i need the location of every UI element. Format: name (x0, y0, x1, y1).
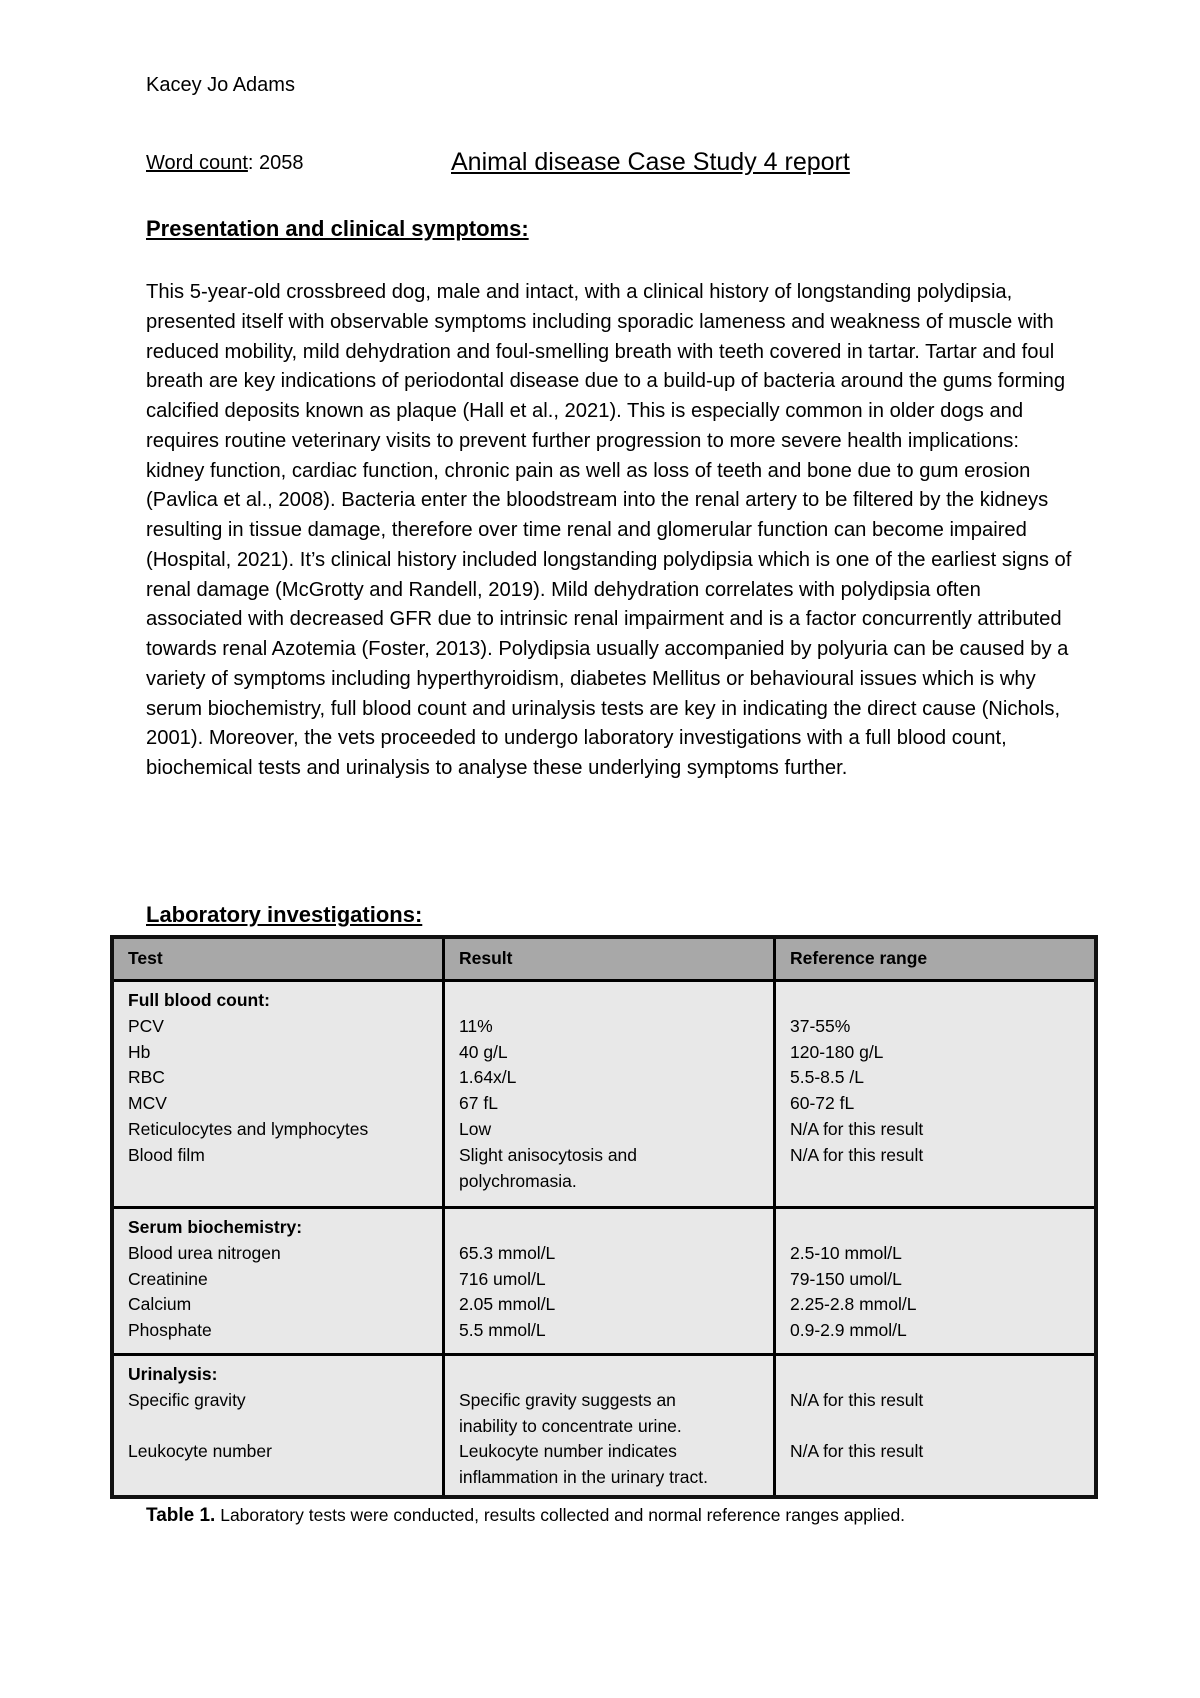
word-count-label: Word count (146, 152, 248, 174)
test-result: 67 fL (459, 1093, 498, 1114)
test-result: 5.5 mmol/L (459, 1320, 546, 1341)
reference-range: N/A for this result (790, 1389, 924, 1410)
reference-range: 79-150 umol/L (790, 1268, 902, 1289)
table-caption (146, 1505, 905, 1527)
word-count-value: : 2058 (247, 152, 304, 174)
word-count (146, 152, 304, 175)
urinalysis-results-cell (445, 1356, 773, 1495)
table-caption-label: Table 1. (146, 1505, 216, 1526)
urinalysis-tests-cell (114, 1356, 442, 1495)
report-title: Animal disease Case Study 4 report (451, 148, 850, 176)
presentation-heading: Presentation and clinical symptoms: (146, 216, 529, 241)
test-name: Blood film (128, 1144, 205, 1165)
fbc-tests-cell (114, 982, 442, 1206)
table-caption-text: Laboratory tests were conducted, results collected and normal reference ranges applied. (215, 1505, 906, 1525)
urinalysis-ranges-cell (776, 1356, 1094, 1495)
test-name: Reticulocytes and lymphocytes (128, 1118, 369, 1139)
test-result: 40 g/L (459, 1041, 508, 1062)
test-name: Calcium (128, 1294, 192, 1315)
urinalysis-section-label: Urinalysis: (128, 1364, 218, 1384)
fbc-results-cell (445, 982, 773, 1206)
serum-tests-cell (114, 1209, 442, 1353)
test-name: Leukocyte number (128, 1441, 272, 1462)
test-result: polychromasia. (459, 1170, 577, 1191)
test-name: RBC (128, 1067, 165, 1088)
reference-range: N/A for this result (790, 1441, 924, 1462)
test-result: inflammation in the urinary tract. (459, 1467, 708, 1488)
test-result: inability to concentrate urine. (459, 1415, 682, 1436)
reference-range: 2.5-10 mmol/L (790, 1242, 902, 1263)
reference-range: 5.5-8.5 /L (790, 1067, 864, 1088)
test-result: 1.64x/L (459, 1067, 517, 1088)
test-result: Specific gravity suggests an (459, 1389, 676, 1410)
test-result: 716 umol/L (459, 1268, 546, 1289)
column-header-result: Result (445, 939, 773, 979)
lab-results-table (110, 935, 1098, 1499)
test-result: 11% (459, 1015, 493, 1036)
column-header-test: Test (114, 939, 442, 979)
reference-range: 2.25-2.8 mmol/L (790, 1294, 917, 1315)
test-name: PCV (128, 1015, 164, 1036)
serum-section-label: Serum biochemistry: (128, 1217, 303, 1237)
test-result: 65.3 mmol/L (459, 1242, 556, 1263)
fbc-ranges-cell (776, 982, 1094, 1206)
reference-range: N/A for this result (790, 1144, 924, 1165)
test-name: Blood urea nitrogen (128, 1242, 281, 1263)
serum-ranges-cell (776, 1209, 1094, 1353)
column-header-reference: Reference range (776, 939, 1094, 979)
test-result: Leukocyte number indicates (459, 1441, 677, 1462)
reference-range: 0.9-2.9 mmol/L (790, 1320, 907, 1341)
fbc-section-label: Full blood count: (128, 990, 270, 1010)
reference-range: N/A for this result (790, 1118, 924, 1139)
reference-range: 37-55% (790, 1015, 851, 1036)
reference-range: 60-72 fL (790, 1093, 855, 1114)
presentation-paragraph: This 5-year-old crossbreed dog, male and intact, with a clinical history of longstanding polydipsia, presented itself with observable symptoms including sporadic lameness and weakness of muscle with reduced mobility, mild dehydration and foul-smelling breath with teeth covered in tartar. Tartar and foul breath are key indications of periodontal disease due to a build-up of bacteria around the gums forming calcified deposits known as plaque (Hall et al., 2021). This is especially common in older dogs and requires routine veterinary visits to prevent further progression to more severe health implications: kidney function, cardiac function, chronic pain as well as loss of teeth and bone due to gum erosion (Pavlica et al., 2008). Bacteria enter the bloodstream into the renal artery to be filtered by the kidneys resulting in tissue damage, therefore over time renal and glomerular function can become impaired (Hospital, 2021). It’s clinical history included longstanding polydipsia which is one of the earliest signs of renal damage (McGrotty and Randell, 2019). Mild dehydration correlates with polydipsia often associated with decreased GFR due to intrinsic renal impairment and is a factor concurrently attributed towards renal Azotemia (Foster, 2013). Polydipsia usually accompanied by polyuria can be caused by a variety of symptoms including hyperthyroidism, diabetes Mellitus or behavioural issues which is why serum biochemistry, full blood count and urinalysis tests are key in indicating the direct cause (Nichols, 2001). Moreover, the vets proceeded to undergo laboratory investigations with a full blood count, biochemical tests and urinalysis to analyse these underlying symptoms further. (146, 281, 1072, 779)
test-name: Hb (128, 1041, 151, 1062)
test-name: Specific gravity (128, 1389, 246, 1410)
reference-range: 120-180 g/L (790, 1041, 884, 1062)
test-result: Slight anisocytosis and (459, 1144, 638, 1165)
test-name: Phosphate (128, 1320, 212, 1341)
lab-heading: Laboratory investigations: (146, 902, 423, 927)
test-result: Low (459, 1118, 492, 1139)
serum-results-cell (445, 1209, 773, 1353)
test-result: 2.05 mmol/L (459, 1294, 556, 1315)
author-name: Kacey Jo Adams (146, 74, 295, 96)
test-name: MCV (128, 1093, 167, 1114)
test-name: Creatinine (128, 1268, 208, 1289)
